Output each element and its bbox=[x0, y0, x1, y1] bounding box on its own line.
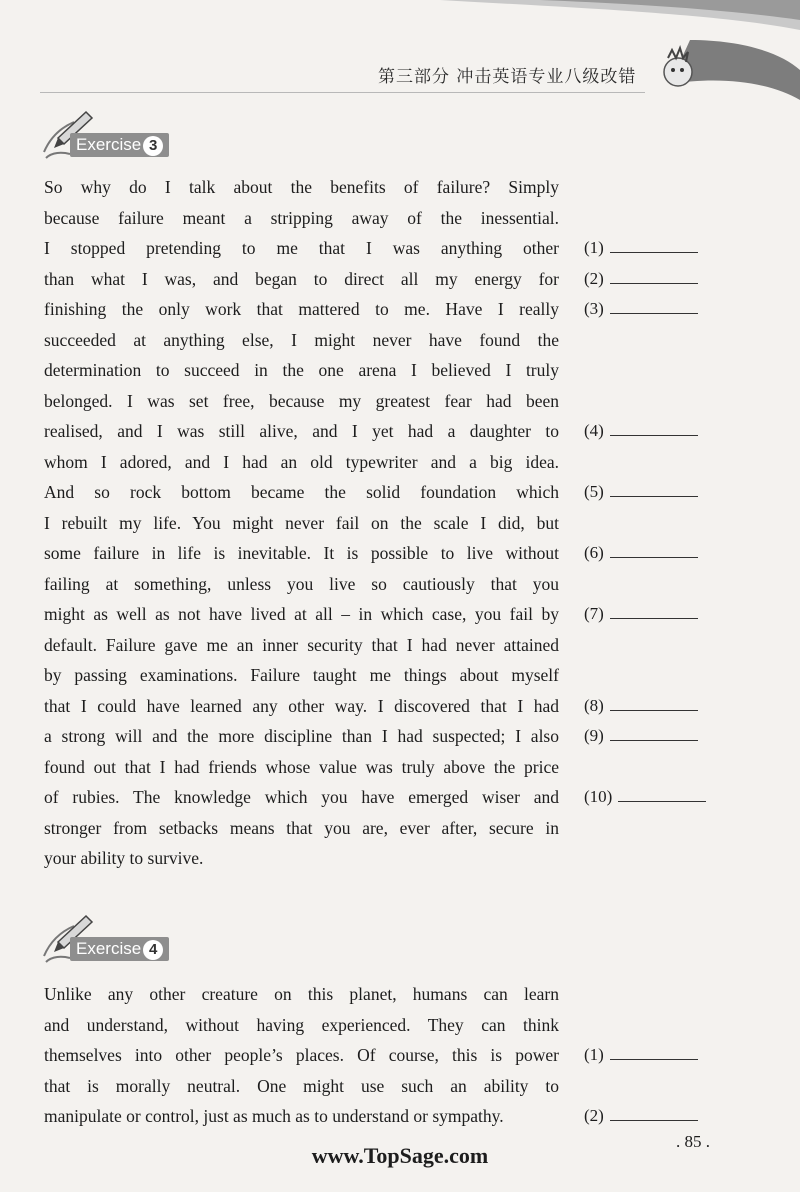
answer-line[interactable] bbox=[610, 602, 698, 619]
passage-line: default. Failure gave me an inner security that I had never attained bbox=[44, 634, 559, 655]
answer-number: (3) bbox=[584, 299, 604, 318]
answer-line[interactable] bbox=[610, 724, 698, 741]
answer-line[interactable] bbox=[610, 694, 698, 711]
passage-line: whom I adored, and I had an old typewriter and a big idea. bbox=[44, 451, 559, 472]
exercise-label: Exercise 4 bbox=[70, 937, 169, 961]
passage-line: might as well as not have lived at all – in which case, you fail by bbox=[44, 604, 559, 624]
passage-line: than what I was, and began to direct all my energy for bbox=[44, 268, 559, 289]
passage-line: found out that I had friends whose value was truly above the price bbox=[44, 756, 559, 777]
header-swoosh-decoration bbox=[420, 0, 800, 110]
passage-line: And so rock bottom became the solid foundation which bbox=[44, 482, 559, 502]
answer-line[interactable] bbox=[610, 267, 698, 284]
answer-blank-1 bbox=[584, 236, 698, 260]
answer-line[interactable] bbox=[610, 541, 698, 558]
answer-number: (4) bbox=[584, 421, 604, 440]
page-number: . 85 . bbox=[676, 1132, 710, 1151]
answer-number: (2) bbox=[584, 268, 604, 288]
answer-blank-6 bbox=[584, 541, 698, 565]
answer-line[interactable] bbox=[610, 1104, 698, 1121]
answer-blank-10 bbox=[584, 785, 706, 809]
passage-line: I rebuilt my life. You might never fail on the scale I did, but bbox=[44, 512, 559, 533]
answer-number: (8) bbox=[584, 695, 604, 715]
exercise-4-passage bbox=[44, 979, 559, 1132]
answer-number: (10) bbox=[584, 787, 613, 806]
passage-line: So why do I talk about the benefits of failure? Simply bbox=[44, 177, 559, 197]
passage-line: some failure in life is inevitable. It is possible to live without bbox=[44, 543, 559, 563]
answer-line[interactable] bbox=[610, 297, 698, 314]
header-rule bbox=[40, 92, 645, 93]
exercise-number: 3 bbox=[143, 136, 163, 156]
answer-blank-4 bbox=[584, 419, 698, 443]
exercise-label: Exercise 3 bbox=[70, 133, 169, 157]
passage-line: a strong will and the more discipline than I had suspected; I also bbox=[44, 726, 559, 746]
answer-line[interactable] bbox=[610, 1043, 698, 1060]
passage-line: I stopped pretending to me that I was anything other bbox=[44, 238, 559, 258]
answer-number: (9) bbox=[584, 726, 604, 745]
passage-line: succeeded at anything else, I might never have found the bbox=[44, 329, 559, 350]
passage-line: Unlike any other creature on this planet, humans can learn bbox=[44, 984, 559, 1004]
answer-blank-8 bbox=[584, 694, 698, 718]
passage-line: your ability to survive. bbox=[44, 848, 204, 868]
answer-number: (6) bbox=[584, 543, 604, 562]
passage-line: belonged. I was set free, because my greatest fear had been bbox=[44, 390, 559, 411]
answer-blank-1 bbox=[584, 1043, 698, 1067]
answer-blank-2 bbox=[584, 267, 698, 291]
passage-line: manipulate or control, just as much as to understand or sympathy. bbox=[44, 1106, 504, 1126]
passage-line: realised, and I was still alive, and I yet had a daughter to bbox=[44, 421, 559, 441]
answer-blank-5 bbox=[584, 480, 698, 504]
passage-line: stronger from setbacks means that you are, ever after, secure in bbox=[44, 817, 559, 838]
answer-number: (5) bbox=[584, 482, 604, 501]
passage-line: determination to succeed in the one arena I believed I truly bbox=[44, 360, 559, 380]
answer-blank-7 bbox=[584, 602, 698, 626]
answer-number: (1) bbox=[584, 238, 604, 257]
passage-line: by passing examinations. Failure taught me things about myself bbox=[44, 665, 559, 685]
passage-line: and understand, without having experienced. They can think bbox=[44, 1014, 559, 1035]
passage-line: finishing the only work that mattered to me. Have I really bbox=[44, 299, 559, 319]
exercise-3-badge bbox=[40, 108, 180, 168]
passage-line: that is morally neutral. One might use such an ability to bbox=[44, 1075, 559, 1096]
answer-blank-3 bbox=[584, 297, 698, 321]
passage-line: of rubies. The knowledge which you have emerged wiser and bbox=[44, 787, 559, 807]
answer-line[interactable] bbox=[618, 785, 706, 802]
answer-blank-9 bbox=[584, 724, 698, 748]
answer-line[interactable] bbox=[610, 419, 698, 436]
running-head: 第三部分 冲击英语专业八级改错 bbox=[378, 67, 637, 87]
exercise-number: 4 bbox=[143, 940, 163, 960]
mascot-icon bbox=[664, 48, 692, 86]
exercise-3-passage bbox=[44, 172, 559, 874]
passage-line: themselves into other people’s places. Of course, this is power bbox=[44, 1045, 559, 1065]
passage-line: failing at something, unless you live so cautiously that you bbox=[44, 573, 559, 594]
answer-line[interactable] bbox=[610, 480, 698, 497]
footer-url: www.TopSage.com bbox=[311, 1143, 489, 1168]
exercise-4-badge bbox=[40, 912, 180, 972]
answer-number: (1) bbox=[584, 1045, 604, 1064]
answer-line[interactable] bbox=[610, 236, 698, 253]
passage-line: because failure meant a stripping away of the inessential. bbox=[44, 207, 559, 228]
passage-line: that I could have learned any other way. I discovered that I had bbox=[44, 695, 559, 716]
answer-number: (2) bbox=[584, 1106, 604, 1125]
answer-number: (7) bbox=[584, 604, 604, 623]
answer-blank-2 bbox=[584, 1104, 698, 1128]
